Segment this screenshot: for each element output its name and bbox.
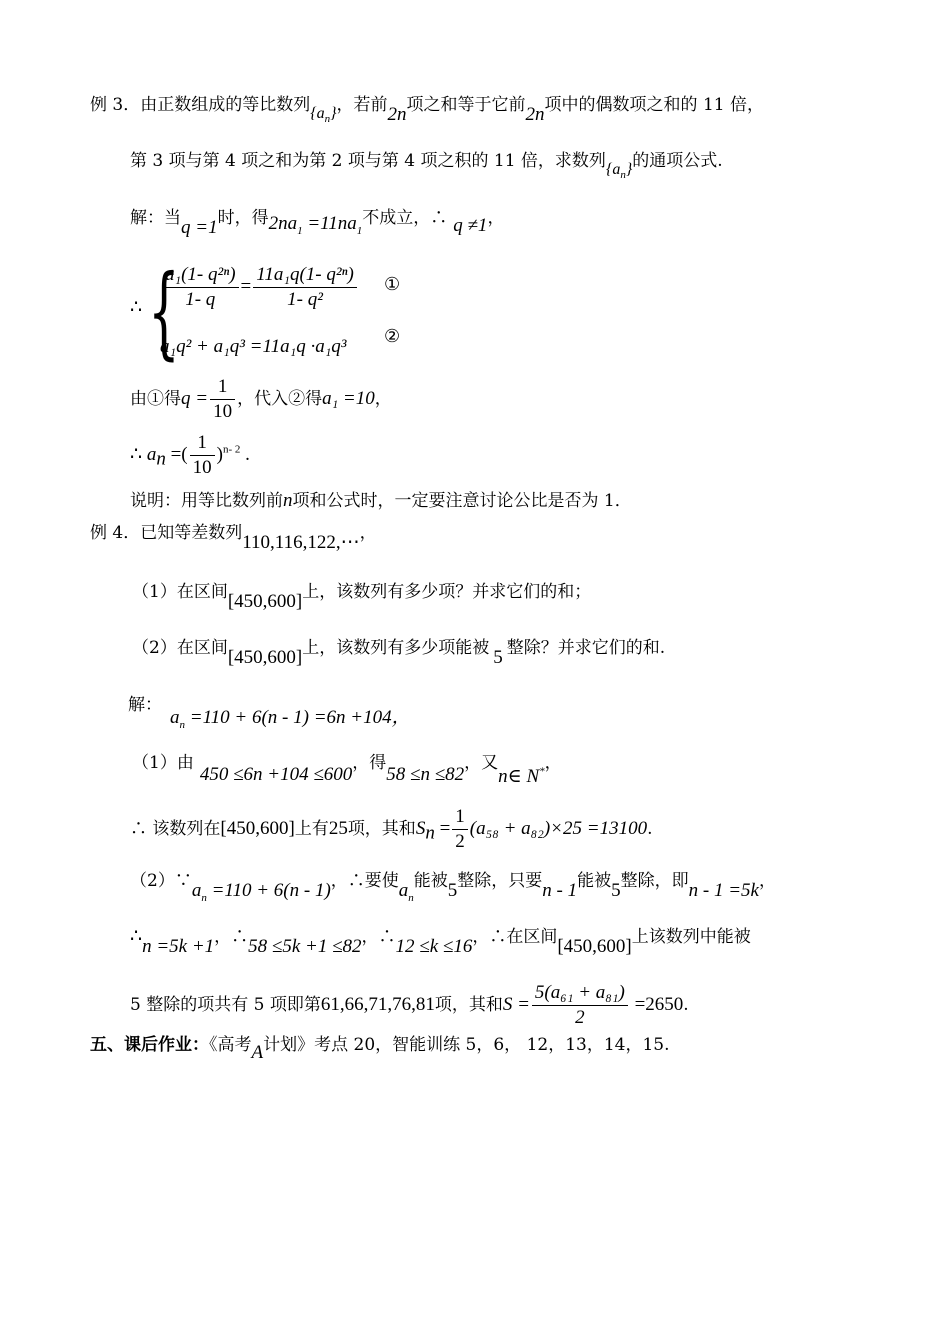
ex4-part2: $(2)\because a_n =110 + 6(n - 1)$，∴要使$a_n$能被5整除，只要n - 1能被5整除，即n - 1 =5k， xyxy=(130,871,776,904)
ex4-part2-final: 5 整除的项共有 5 项即第61,66,71,76,81项，其和S = $\frac{\text{5(a₆₁ + a₈₁)}}{2}$ =2650. xyxy=(130,982,689,1028)
ex4-conclusion1: ∴ 该数列在[450,600]上有25项，其和$S_n$ = $\frac{1}{2}$ (a₅₈ + a₈₂)×25 =13100. xyxy=(130,806,653,852)
ex4-solution: 解： xyxy=(128,695,162,715)
ex4-an-formula: $a_n =110 + 6(n - 1) =6n +104$， xyxy=(170,707,411,731)
system-brace: { xyxy=(148,253,180,370)
homework: 五、课后作业：《高考A计划》考点 20，智能训练 5，6， 12，13，14，15. xyxy=(90,1035,670,1063)
ex4-title: 例 4．已知等差数列110,116,122,⋯， xyxy=(90,523,377,553)
system-eq2: a₁q² + a₁q³ =11a₁q ·a₁q³ xyxy=(160,336,347,357)
ex3-from1: 由①得q = $\frac{1}{10}$ ，代入②得a₁ =10， xyxy=(130,376,392,422)
ex4-part2-cont: ∴n =5k +1，∴58 ≤5k +1 ≤82，∴12 ≤k ≤16，∴在区间[450,600]上该数列中能被 xyxy=(130,925,751,957)
system-eq1: $\frac{\text{a₁(1- q²ⁿ)}}{1- q}$ = $\frac{\text{11a₁q(1- q²ⁿ)}}{\text{1- q²}}$ xyxy=(160,264,359,311)
ex4-q1: （1）在区间[450,600]上，该数列有多少项？并求它们的和； xyxy=(132,582,592,612)
ex3-line1: 例 3．由正数组成的等比数列$\{a_n\}$，若前2n项之和等于它前2n项中的偶数项之和的 11 倍， xyxy=(90,95,764,126)
mark-2: ② xyxy=(384,326,401,346)
ex4-q2: （2）在区间[450,600]上，该数列有多少项能被 5 整除？并求它们的和. xyxy=(132,638,666,668)
seq-an: $\{a_n\}$ xyxy=(310,105,337,126)
ex3-line2: 第 3 项与第 4 项之和为第 2 项与第 4 项之积的 11 倍，求数列$\{a_n\}$的通项公式. xyxy=(130,151,723,182)
ex3-solution: 解：当q =1时，得$2na_1 =11na_1$不成立，∴ q ≠1， xyxy=(130,208,505,238)
seq-an: $\{a_n\}$ xyxy=(605,161,633,182)
ex3-an-formula: ∴ $a_n$ =( $\frac{1}{10}$ )$^{n- 2}$ . xyxy=(130,432,250,478)
ex3-note: 说明：用等比数列前n项和公式时，一定要注意讨论公比是否为 1． xyxy=(130,490,632,511)
mark-1: ① xyxy=(384,274,401,294)
ex4-part1: （1）由450 ≤6n +104 ≤600，得58 ≤n ≤82，又n∈ N*， xyxy=(132,753,562,787)
therefore-symbol: ∴ xyxy=(130,296,143,318)
